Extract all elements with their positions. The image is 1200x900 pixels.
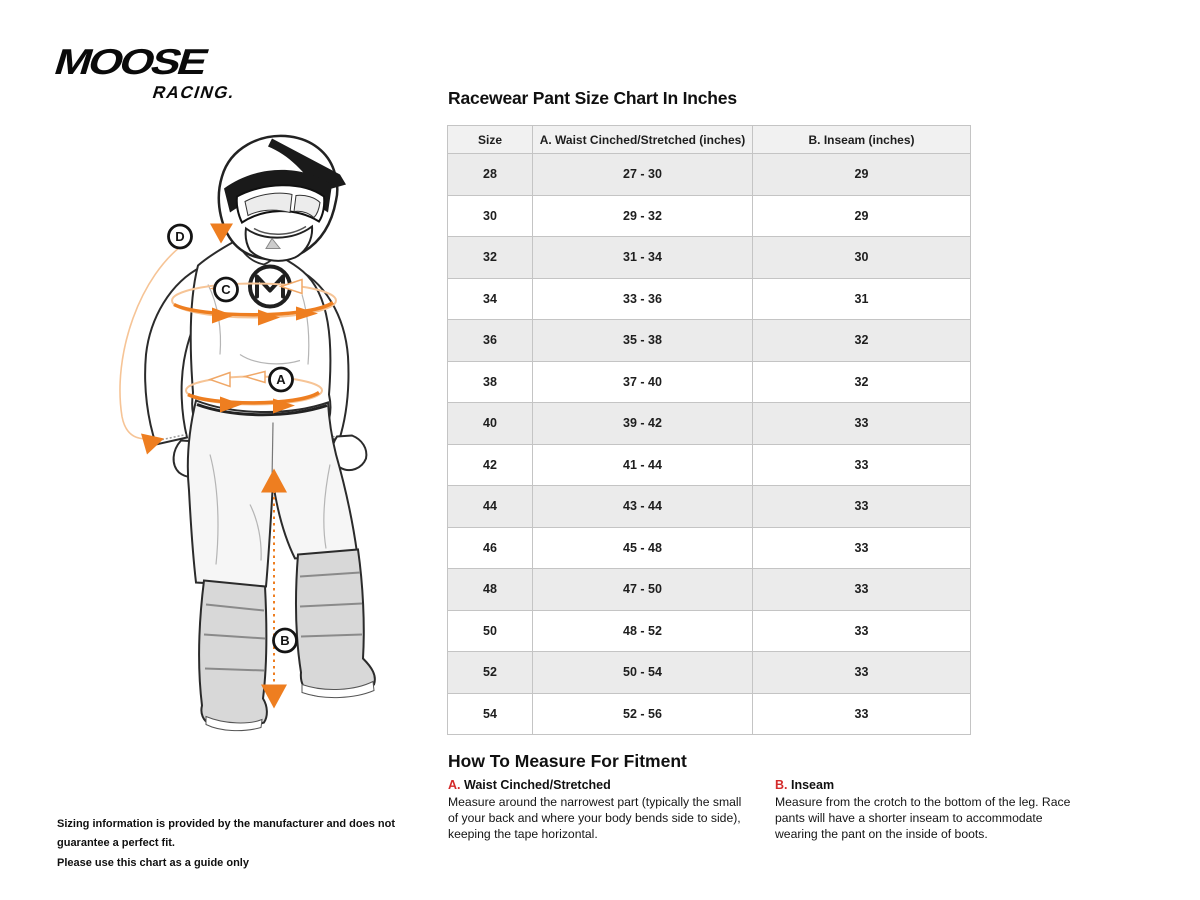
size-cell: 48 bbox=[448, 569, 533, 611]
inseam-cell: 33 bbox=[753, 444, 971, 486]
col-header-waist: A. Waist Cinched/Stretched (inches) bbox=[533, 126, 753, 154]
label-circle-b bbox=[274, 629, 297, 652]
waist-cell: 33 - 36 bbox=[533, 278, 753, 320]
measure-section-waist-text: Measure around the narrowest part (typically the small of your back and where your body bends side to side), keeping the tape horizontal. bbox=[448, 795, 742, 842]
size-cell: 44 bbox=[448, 486, 533, 528]
how-to-measure-title: How To Measure For Fitment bbox=[448, 751, 687, 771]
inseam-cell: 33 bbox=[753, 652, 971, 694]
waist-cell: 47 - 50 bbox=[533, 569, 753, 611]
size-cell: 32 bbox=[448, 237, 533, 279]
svg-text:B: B bbox=[280, 633, 290, 648]
waist-cell: 35 - 38 bbox=[533, 320, 753, 362]
table-row bbox=[448, 320, 971, 362]
size-chart-title: Racewear Pant Size Chart In Inches bbox=[448, 88, 737, 108]
table-row bbox=[448, 403, 971, 445]
col-header-inseam: B. Inseam (inches) bbox=[753, 126, 971, 154]
measure-letter-b: B. bbox=[775, 778, 788, 792]
disclaimer-line-2: Please use this chart as a guide only bbox=[57, 856, 249, 869]
table-row bbox=[448, 278, 971, 320]
table-row bbox=[448, 652, 971, 694]
inseam-cell: 33 bbox=[753, 403, 971, 445]
waist-cell: 27 - 30 bbox=[533, 154, 753, 196]
sizing-disclaimer bbox=[57, 815, 437, 873]
measure-section-inseam-text: Measure from the crotch to the bottom of the leg. Race pants will have a shorter inseam to accommodate wearing the pant on the inside of boots. bbox=[775, 795, 1071, 842]
table-row bbox=[448, 195, 971, 237]
inseam-cell: 29 bbox=[753, 195, 971, 237]
rider-illustration bbox=[40, 122, 400, 757]
inseam-cell: 32 bbox=[753, 320, 971, 362]
rider-right-boot bbox=[296, 550, 375, 698]
svg-text:C: C bbox=[221, 282, 231, 297]
logo-racing-text: RACING. bbox=[150, 82, 239, 102]
size-cell: 28 bbox=[448, 154, 533, 196]
rider-left-boot bbox=[199, 581, 267, 731]
rider-measurement-diagram bbox=[40, 122, 400, 757]
measure-letter-a: A. bbox=[448, 778, 461, 792]
measure-label-text: Waist Cinched/Stretched bbox=[463, 778, 611, 792]
measure-section-inseam-label bbox=[775, 778, 1085, 792]
size-cell: 30 bbox=[448, 195, 533, 237]
inseam-cell: 33 bbox=[753, 610, 971, 652]
table-row bbox=[448, 486, 971, 528]
size-cell: 52 bbox=[448, 652, 533, 694]
inseam-cell: 32 bbox=[753, 361, 971, 403]
inseam-cell: 33 bbox=[753, 486, 971, 528]
col-header-size: Size bbox=[448, 126, 533, 154]
waist-cell: 52 - 56 bbox=[533, 693, 753, 735]
label-circle-d bbox=[169, 225, 192, 248]
inseam-cell: 30 bbox=[753, 237, 971, 279]
table-row bbox=[448, 237, 971, 279]
moose-racing-logo bbox=[43, 41, 265, 103]
size-cell: 38 bbox=[448, 361, 533, 403]
size-cell: 42 bbox=[448, 444, 533, 486]
size-cell: 36 bbox=[448, 320, 533, 362]
table-row bbox=[448, 527, 971, 569]
measure-label-text: Inseam bbox=[790, 778, 835, 792]
size-cell: 54 bbox=[448, 693, 533, 735]
size-cell: 46 bbox=[448, 527, 533, 569]
size-chart-table bbox=[447, 125, 971, 735]
measure-section-waist-label bbox=[448, 778, 748, 792]
measure-section-waist bbox=[448, 778, 748, 843]
svg-text:A: A bbox=[276, 372, 286, 387]
table-row bbox=[448, 610, 971, 652]
inseam-cell: 33 bbox=[753, 569, 971, 611]
inseam-cell: 33 bbox=[753, 693, 971, 735]
measure-section-inseam bbox=[775, 778, 1085, 843]
inseam-cell: 33 bbox=[753, 527, 971, 569]
table-row bbox=[448, 361, 971, 403]
waist-cell: 48 - 52 bbox=[533, 610, 753, 652]
label-circle-c bbox=[215, 278, 238, 301]
waist-cell: 43 - 44 bbox=[533, 486, 753, 528]
waist-cell: 31 - 34 bbox=[533, 237, 753, 279]
svg-text:D: D bbox=[175, 229, 185, 244]
waist-cell: 39 - 42 bbox=[533, 403, 753, 445]
waist-cell: 29 - 32 bbox=[533, 195, 753, 237]
table-row bbox=[448, 569, 971, 611]
logo-moose-text: MOOSE bbox=[49, 41, 211, 83]
table-row bbox=[448, 444, 971, 486]
size-cell: 34 bbox=[448, 278, 533, 320]
label-circle-a bbox=[270, 368, 293, 391]
disclaimer-line-1: Sizing information is provided by the manufacturer and does not guarantee a perfect fit. bbox=[57, 818, 395, 850]
size-cell: 50 bbox=[448, 610, 533, 652]
inseam-cell: 31 bbox=[753, 278, 971, 320]
table-row bbox=[448, 693, 971, 735]
size-cell: 40 bbox=[448, 403, 533, 445]
inseam-cell: 29 bbox=[753, 154, 971, 196]
rider-helmet bbox=[219, 136, 346, 261]
waist-cell: 41 - 44 bbox=[533, 444, 753, 486]
waist-cell: 45 - 48 bbox=[533, 527, 753, 569]
table-header-row bbox=[448, 126, 971, 154]
table-row bbox=[448, 154, 971, 196]
waist-cell: 50 - 54 bbox=[533, 652, 753, 694]
waist-cell: 37 - 40 bbox=[533, 361, 753, 403]
